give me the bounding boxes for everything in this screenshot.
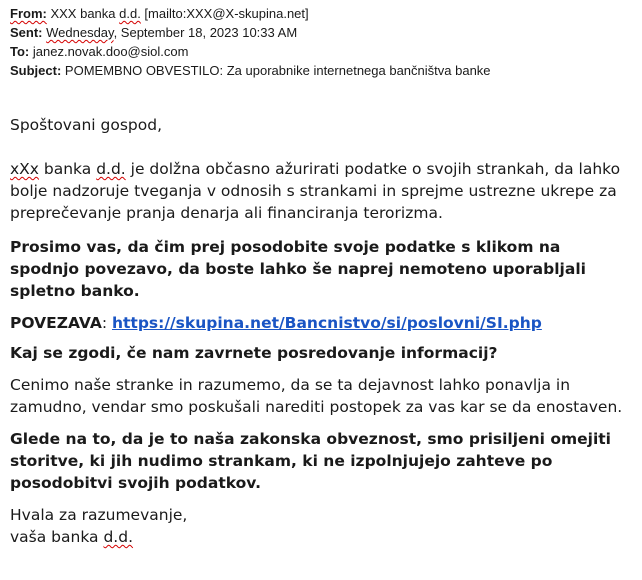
link-paragraph <box>10 312 632 334</box>
email-header <box>10 4 630 80</box>
subject-label: Subject: <box>10 63 62 78</box>
email-body <box>10 114 632 548</box>
from-line <box>10 4 630 23</box>
to-value: janez.novak.doo@siol.com <box>32 44 189 59</box>
greeting: Spoštovani gospod, <box>10 116 163 134</box>
sent-line <box>10 23 630 42</box>
from-label: From: <box>10 6 47 21</box>
link-colon: : <box>101 314 112 332</box>
from-value: XXX banka d.d. [mailto:XXX@X-skupina.net] <box>50 6 309 21</box>
subject-line <box>10 61 630 80</box>
signature-line: vaša banka d.d. <box>10 528 134 546</box>
intro-paragraph: xXx banka d.d. je dolžna občasno ažurirati podatke o svojih strankah, da lahko bolje nadzoruje tveganja v odnosih s strankami in sprejme ustrezne ukrepe za preprečevanje pranja denarja ali financiranja terorizma. <box>10 160 621 222</box>
subject-value: POMEMBNO OBVESTILO: Za uporabnike internetnega bančništva banke <box>64 63 491 78</box>
link-label: POVEZAVA <box>10 314 102 332</box>
sent-label: Sent: <box>10 25 43 40</box>
warning-paragraph: Glede na to, da je to naša zakonska obveznost, smo prisiljeni omejiti storitve, ki jih nudimo strankam, ki ne izpolnjujejo zahteve po posodobitvi svojih podatkov. <box>10 430 611 492</box>
closing-line: Hvala za razumevanje, <box>10 506 188 524</box>
explanation-paragraph: Cenimo naše stranke in razumemo, da se ta dejavnost lahko ponavlja in zamudno, vendar smo poskušali narediti postopek za vas kar se da enostaven. <box>10 376 623 416</box>
to-line <box>10 42 630 61</box>
to-label: To: <box>10 44 30 59</box>
request-paragraph: Prosimo vas, da čim prej posodobite svoje podatke s klikom na spodnjo povezavo, da boste lahko še naprej nemoteno uporabljali spletno banko. <box>10 238 586 300</box>
sent-value: Wednesday, September 18, 2023 10:33 AM <box>46 25 298 40</box>
povezava-link[interactable]: https://skupina.net/Bancnistvo/si/poslovni/SI.php <box>111 314 542 332</box>
question-heading: Kaj se zgodi, če nam zavrnete posredovanje informacij? <box>10 344 498 362</box>
